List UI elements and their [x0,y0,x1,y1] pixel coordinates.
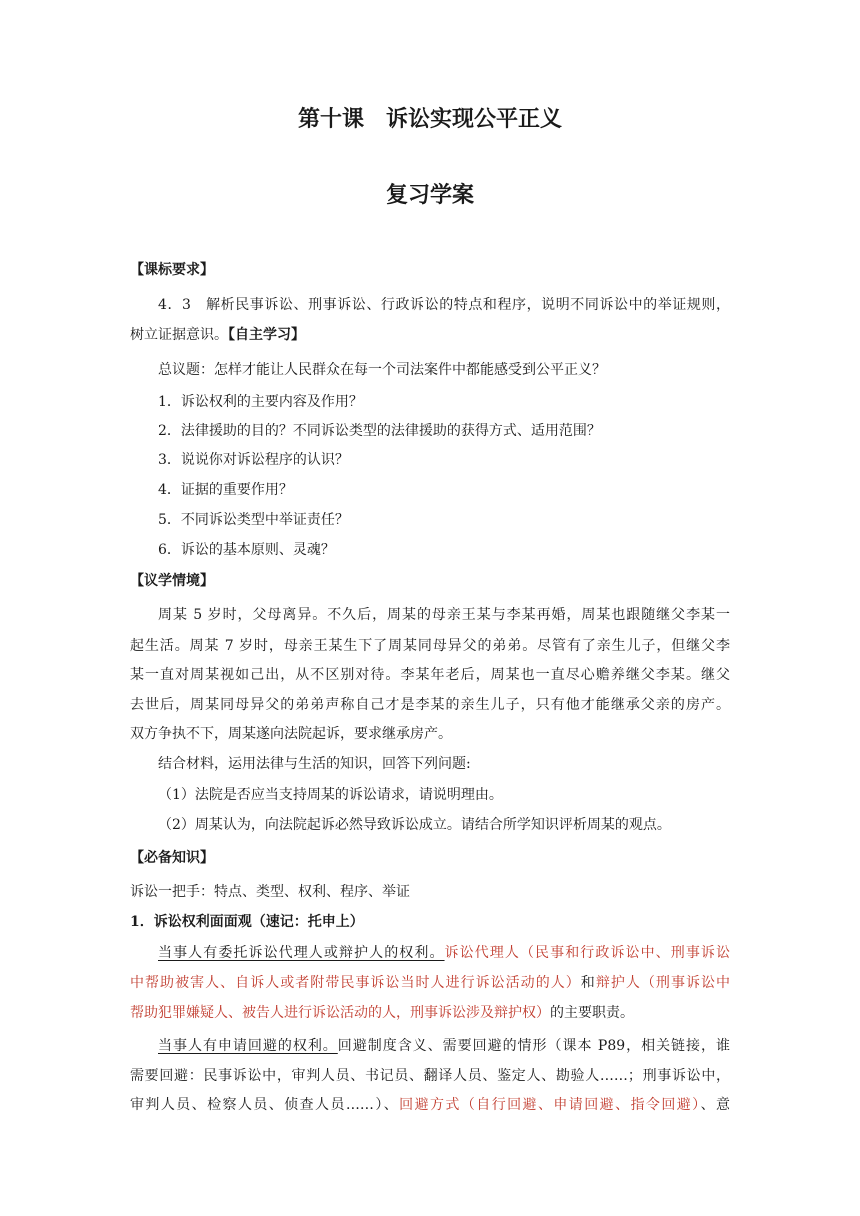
section-heading-curriculum: 【课标要求】 [130,262,214,278]
rights-line-3 [130,1003,634,1023]
section-heading-self-study: 【自主学习】 [228,327,305,343]
right-apply-recusal: 当事人有申请回避的权利。 [158,1038,338,1054]
rights-line-5: 需要回避：民事诉讼中，审判人员、书记员、翻译人员、鉴定人、勘验人……；刑事诉讼中， [130,1068,730,1084]
rights-line-1 [130,943,730,963]
recusal-methods: 回避方式（自行回避、申请回避、指令回避） [399,1097,701,1113]
question-5: 5．不同诉讼类型中举证责任？ [158,512,349,528]
main-topic: 总议题：怎样才能让人民群众在每一个司法案件中都能感受到公平正义？ [158,362,606,378]
section-heading-scenario: 【议学情境】 [130,573,214,589]
recusal-intro: 回避制度含义、需要回避的情形（课本 P89，相关链接，谁 [337,1038,730,1054]
scenario-question-2: （2）周某认为，向法院起诉必然导致诉讼成立。请结合所学知识评析周某的观点。 [158,817,671,833]
litigation-agent-definition: 中帮助被害人、自诉人或者附带民事诉讼当时人进行诉讼活动的人） [130,975,581,991]
curriculum-text: 树立证据意识。 [130,327,228,343]
scenario-instruction: 结合材料，运用法律与生活的知识，回答下列问题: [158,756,471,772]
litigation-agent-term: 诉讼代理人（民事和行政诉讼中、刑事诉讼 [444,945,731,961]
question-2: 2．法律援助的目的？不同诉讼类型的法律援助的获得方式、适用范围？ [158,423,601,439]
document-title: 第十课 诉讼实现公平正义 [297,106,562,132]
question-4: 4．证据的重要作用？ [158,482,293,498]
rights-line-2 [130,973,730,993]
scenario-line-2: 起生活。周某 7 岁时，母亲王某生下了周某同母异父的弟弟。尽管有了亲生儿子，但继父李 [130,638,730,654]
right-entrust-agent: 当事人有委托诉讼代理人或辩护人的权利。 [158,945,445,961]
scenario-line-5: 双方争执不下，周某遂向法院起诉，要求继承房产。 [130,726,452,742]
scenario-line-1: 周某 5 岁时，父母离异。不久后，周某的母亲王某与李某再婚，周某也跟随继父李某一 [158,607,730,623]
rights-line-4 [130,1036,730,1056]
curriculum-line-1: 4．3 解析民事诉讼、刑事诉讼、行政诉讼的特点和程序，说明不同诉讼中的举证规则， [158,297,730,313]
scenario-question-1: （1）法院是否应当支持周某的诉讼请求，请说明理由。 [158,787,503,803]
defender-definition: 帮助犯罪嫌疑人、被告人进行诉讼活动的人，刑事诉讼涉及辩护权） [130,1005,550,1021]
document-subtitle: 复习学案 [385,182,474,208]
question-1: 1．诉讼权利的主要内容及作用？ [158,394,363,410]
section-heading-knowledge: 【必备知识】 [130,850,214,866]
conjunction-text: 和 [580,975,596,991]
knowledge-point-1-title: 1．诉讼权利面面观（速记：托申上） [130,914,364,930]
rights-line-6 [130,1095,730,1115]
recusal-tail: 、意 [700,1097,731,1113]
question-3: 3．说说你对诉讼程序的认识？ [158,452,349,468]
curriculum-line-2 [130,325,305,345]
scenario-line-3: 某一直对周某视如己出，从不区别对待。李某年老后，周某也一直尽心赡养继父李某。继父 [130,667,730,683]
question-6: 6．诉讼的基本原则、灵魂？ [158,542,335,558]
defender-term: 辩护人（刑事诉讼中 [595,975,731,991]
main-duty-text: 的主要职责。 [550,1005,634,1021]
knowledge-summary: 诉讼一把手：特点、类型、权利、程序、举证 [130,884,410,900]
recusal-persons: 审判人员、检察人员、侦查人员……）、 [130,1097,400,1113]
scenario-line-4: 去世后，周某同母异父的弟弟声称自己才是李某的亲生儿子，只有他才能继承父亲的房产。 [130,697,730,713]
